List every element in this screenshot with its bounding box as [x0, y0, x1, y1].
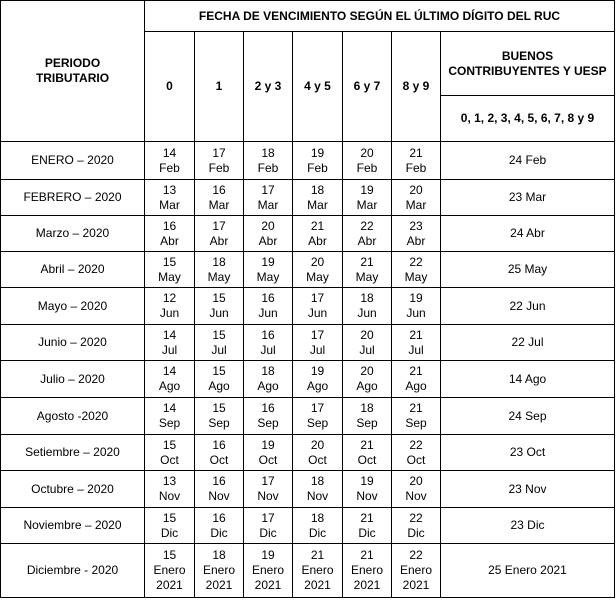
due-date-cell: 18 Enero 2021: [195, 544, 244, 598]
due-date-cell: 18 Nov: [293, 471, 343, 508]
buenos-cell: 22 Jul: [441, 325, 615, 361]
due-date-cell: 15 Jun: [195, 288, 244, 325]
due-date-cell: 17 Nov: [244, 471, 293, 508]
due-date-cell: 19 May: [244, 252, 293, 288]
due-date-cell: 21 Oct: [343, 435, 392, 471]
periodo-cell: ENERO – 2020: [1, 142, 145, 180]
due-date-cell: 15 Oct: [145, 435, 195, 471]
table-row: [1, 398, 615, 435]
due-date-cell: 19 Oct: [244, 435, 293, 471]
buenos-cell: 23 Mar: [441, 180, 615, 216]
due-date-cell: 15 May: [145, 252, 195, 288]
buenos-header: BUENOS CONTRIBUYENTES Y UESP: [441, 32, 615, 96]
due-date-cell: 18 Feb: [244, 142, 293, 180]
due-date-cell: 20 Nov: [392, 471, 441, 508]
due-date-cell: 21 Ago: [392, 361, 441, 398]
buenos-cell: 23 Oct: [441, 435, 615, 471]
due-date-cell: 22 Abr: [343, 216, 392, 252]
digit-col-header: 2 y 3: [244, 32, 293, 142]
due-date-cell: 13 Nov: [145, 471, 195, 508]
periodo-cell: Octubre – 2020: [1, 471, 145, 508]
buenos-cell: 24 Sep: [441, 398, 615, 435]
periodo-cell: Mayo – 2020: [1, 288, 145, 325]
digit-col-header: 8 y 9: [392, 32, 441, 142]
due-date-cell: 16 Mar: [195, 180, 244, 216]
buenos-cell: 22 Jun: [441, 288, 615, 325]
due-date-cell: 21 Enero 2021: [343, 544, 392, 598]
due-date-cell: 21 Enero 2021: [293, 544, 343, 598]
due-date-cell: 22 Oct: [392, 435, 441, 471]
due-date-cell: 21 Abr: [293, 216, 343, 252]
due-date-cell: 19 Feb: [293, 142, 343, 180]
due-date-cell: 16 Abr: [145, 216, 195, 252]
periodo-cell: Marzo – 2020: [1, 216, 145, 252]
due-date-cell: 19 Jun: [392, 288, 441, 325]
due-date-cell: 18 Jun: [343, 288, 392, 325]
due-date-cell: 15 Jul: [195, 325, 244, 361]
table-row: [1, 142, 615, 180]
due-date-cell: 15 Enero 2021: [145, 544, 195, 598]
buenos-digits-header: 0, 1, 2, 3, 4, 5, 6, 7, 8 y 9: [441, 96, 615, 142]
due-date-cell: 13 Mar: [145, 180, 195, 216]
due-date-cell: 21 Jul: [392, 325, 441, 361]
due-date-cell: 14 Ago: [145, 361, 195, 398]
due-date-cell: 21 Sep: [392, 398, 441, 435]
buenos-cell: 23 Dic: [441, 508, 615, 544]
due-date-cell: 20 Jul: [343, 325, 392, 361]
due-date-cell: 17 Dic: [244, 508, 293, 544]
due-date-cell: 18 Sep: [343, 398, 392, 435]
due-date-cell: 21 Feb: [392, 142, 441, 180]
due-date-cell: 22 Dic: [392, 508, 441, 544]
due-date-cell: 17 Feb: [195, 142, 244, 180]
due-date-cell: 19 Enero 2021: [244, 544, 293, 598]
due-date-cell: 17 Sep: [293, 398, 343, 435]
due-date-cell: 14 Jul: [145, 325, 195, 361]
table-row: [1, 325, 615, 361]
due-date-cell: 17 Jun: [293, 288, 343, 325]
due-date-cell: 16 Sep: [244, 398, 293, 435]
due-date-cell: 20 Abr: [244, 216, 293, 252]
due-date-cell: 18 May: [195, 252, 244, 288]
table-row: [1, 252, 615, 288]
due-date-cell: 14 Sep: [145, 398, 195, 435]
buenos-cell: 24 Abr: [441, 216, 615, 252]
due-date-cell: 17 Mar: [244, 180, 293, 216]
due-date-cell: 15 Ago: [195, 361, 244, 398]
due-date-cell: 20 Feb: [343, 142, 392, 180]
digit-col-header: 4 y 5: [293, 32, 343, 142]
table-row: [1, 180, 615, 216]
table-row: [1, 216, 615, 252]
due-date-cell: 14 Feb: [145, 142, 195, 180]
periodo-cell: Noviembre – 2020: [1, 508, 145, 544]
table-row: [1, 508, 615, 544]
buenos-cell: 23 Nov: [441, 471, 615, 508]
due-date-cell: 21 Dic: [343, 508, 392, 544]
due-date-cell: 17 Jul: [293, 325, 343, 361]
buenos-cell: 25 Enero 2021: [441, 544, 615, 598]
due-date-cell: 19 Nov: [343, 471, 392, 508]
due-date-cell: 17 Abr: [195, 216, 244, 252]
table-row: [1, 288, 615, 325]
digit-col-header: 0: [145, 32, 195, 142]
digit-col-header: 6 y 7: [343, 32, 392, 142]
buenos-cell: 24 Feb: [441, 142, 615, 180]
due-date-cell: 16 Jul: [244, 325, 293, 361]
due-date-cell: 20 Ago: [343, 361, 392, 398]
periodo-cell: Diciembre - 2020: [1, 544, 145, 598]
due-date-cell: 22 Enero 2021: [392, 544, 441, 598]
due-date-cell: 19 Mar: [343, 180, 392, 216]
table-row: [1, 361, 615, 398]
due-date-cell: 16 Oct: [195, 435, 244, 471]
table-row: [1, 471, 615, 508]
periodo-cell: FEBRERO – 2020: [1, 180, 145, 216]
due-date-cell: 19 Ago: [293, 361, 343, 398]
due-date-cell: 18 Ago: [244, 361, 293, 398]
due-date-cell: 16 Jun: [244, 288, 293, 325]
due-date-cell: 18 Dic: [293, 508, 343, 544]
buenos-cell: 25 May: [441, 252, 615, 288]
periodo-cell: Agosto -2020: [1, 398, 145, 435]
table-row: [1, 435, 615, 471]
due-date-cell: 12 Jun: [145, 288, 195, 325]
due-date-cell: 23 Abr: [392, 216, 441, 252]
periodo-cell: Setiembre – 2020: [1, 435, 145, 471]
due-date-cell: 15 Dic: [145, 508, 195, 544]
periodo-cell: Junio – 2020: [1, 325, 145, 361]
periodo-header: PERIODO TRIBUTARIO: [1, 1, 145, 142]
main-title-header: FECHA DE VENCIMIENTO SEGÚN EL ÚLTIMO DÍGITO DEL RUC: [145, 1, 615, 32]
due-date-cell: 20 May: [293, 252, 343, 288]
due-date-cell: 16 Dic: [195, 508, 244, 544]
due-date-cell: 21 May: [343, 252, 392, 288]
due-date-cell: 16 Nov: [195, 471, 244, 508]
due-date-cell: 18 Mar: [293, 180, 343, 216]
buenos-cell: 14 Ago: [441, 361, 615, 398]
table-body: [1, 142, 615, 598]
digit-col-header: 1: [195, 32, 244, 142]
table-row: [1, 544, 615, 598]
due-date-cell: 20 Mar: [392, 180, 441, 216]
due-date-cell: 15 Sep: [195, 398, 244, 435]
due-date-cell: 22 May: [392, 252, 441, 288]
due-date-cell: 20 Oct: [293, 435, 343, 471]
periodo-cell: Julio – 2020: [1, 361, 145, 398]
periodo-cell: Abril – 2020: [1, 252, 145, 288]
